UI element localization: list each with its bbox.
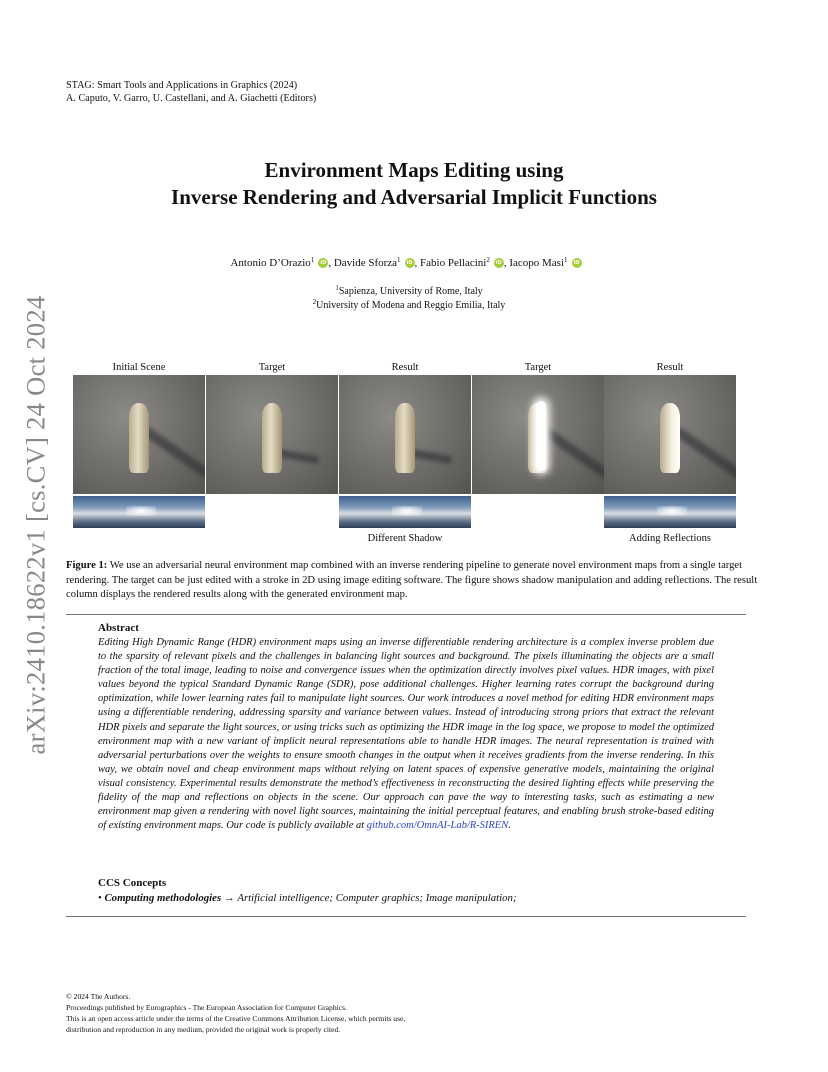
abstract-text: Editing High Dynamic Range (HDR) environment maps using an inverse differentiable rendering architecture is a complex inverse problem due to the sparsity of relevant pixels and the challenges in balancing light sources and background. The pixels illuminating the objects are a small fraction of the total image, leading to noise and convergence issues when the optimization directly involves pixel values. HDR images, with pixel values beyond the typical Standard Dynamic Range (SDR), pose additional challenges. Higher learning rates corrupt the background during optimization, while lower learning rates fail to manipulate light sources. Our work introduces a novel method for editing HDR environment maps using a differentiable rendering, addressing sparsity and variance between values. Instead of introducing strong priors that extract the relevant HDR pixels and separate the light sources, or using tricks such as optimizing the HDR image in the log space, we propose to model the optimized environment map with a new variant of implicit neural representations able to handle HDR images. The neural representation is trained with adversarial perturbations over the weights to ensure smooth changes in the output when it receives gradients from the inverse rendering. In this way, we obtain novel and cheap environment maps without relying on latent spaces of expensive generative models, maintaining the original visual consistency. Experimental results demonstrate the method’s effectiveness in reconstructing the desired lighting effects while preserving the fidelity of the map and reflections on objects in the scene. Our approach can pave the way to interesting tasks, such as estimating a new environment map given a rendering with novel light sources, maintaining the initial perceptual features, and enabling brush stroke-based editing of existing environment maps. Our code is publicly available at — [98, 637, 714, 832]
copyright-footer — [66, 991, 406, 1035]
title-line-1: Environment Maps Editing using — [264, 158, 564, 182]
render-target-shadow — [206, 375, 338, 494]
orcid-icon[interactable]: iD — [318, 258, 328, 268]
venue-header — [66, 79, 316, 105]
abstract-body: Editing High Dynamic Range (HDR) environment maps using an inverse differentiable rendering architecture is a complex inverse problem due to the sparsity of relevant pixels and the challenges in balancing light sources and background. The pixels illuminating the objects are a small fraction of the total image, leading to noise and convergence issues when the optimization directly involves pixel values. HDR images, with pixel values beyond the typical Standard Dynamic Range (SDR), pose additional challenges. Higher learning rates corrupt the background during optimization, while lower learning rates fail to manipulate light sources. Our work introduces a novel method for editing HDR environment maps using a differentiable rendering, addressing sparsity and variance between values. Instead of introducing strong priors that extract the relevant HDR pixels and separate the light sources, or using tricks such as optimizing the HDR image in the log space, we propose to model the optimized environment map with a new variant of implicit neural representations able to handle HDR images. The neural representation is trained with adversarial perturbations over the weights to ensure smooth changes in the output when it receives gradients from the inverse rendering. In this way, we obtain novel and cheap environment maps without relying on latent spaces of expensive generative models, maintaining the original visual consistency. Experimental results demonstrate the method’s effectiveness in reconstructing the desired lighting effects while preserving the fidelity of the map and reflections on objects in the scene. Our approach can pave the way to interesting tasks, such as estimating a new environment map given a rendering with novel light sources, maintaining the initial perceptual features, and enabling brush stroke-based editing of existing environment maps. Our code is publicly available at github.com/OmnAI-Lab/R-SIREN. — [98, 637, 714, 832]
affiliation-2: $^2$University of Modena and Reggio Emilia, Italy — [312, 298, 506, 311]
envmap-result-reflection — [604, 496, 736, 528]
footer-line-1: © 2024 The Authors. — [66, 992, 131, 1001]
envmap-initial — [73, 496, 205, 528]
code-link[interactable]: github.com/OmnAI-Lab/R-SIREN — [366, 820, 509, 832]
author-2: Davide Sforza$^1$ iD , — [333, 256, 421, 269]
column-label-target: Target — [524, 362, 552, 373]
abstract-heading: Abstract — [98, 622, 139, 634]
caption-text: We use an adversarial neural environment map combined with an inverse rendering pipeline to generate novel environment maps from a single target rendering. The target can be just edited with a stroke in 2D using image editing software. The figure shows shadow manipulation and adding reflections. The result column displays the rendered results along with the generated environment map. — [66, 560, 758, 601]
author-4: Iacopo Masi$^1$ iD — [509, 257, 581, 269]
group-label-different-shadow: Different Shadow — [367, 533, 443, 544]
paper-title — [0, 157, 828, 211]
figure-caption — [66, 559, 760, 603]
group-label-adding-reflections: Adding Reflections — [629, 533, 711, 544]
ccs-heading: CCS Concepts — [98, 877, 167, 889]
venue-line-2: A. Caputo, V. Garro, U. Castellani, and A. Giachetti (Editors) — [66, 93, 317, 104]
caption-label: Figure 1: — [66, 560, 108, 571]
column-label-result: Result — [391, 362, 419, 373]
column-label-initial-scene: Initial Scene — [112, 362, 166, 373]
ccs-concepts: • Computing methodologies → Artificial intelligence; Computer graphics; Image manipulation; — [98, 892, 517, 904]
column-label-result: Result — [656, 362, 684, 373]
orcid-icon[interactable]: iD — [405, 258, 415, 268]
column-label-target: Target — [258, 362, 286, 373]
divider-top — [66, 614, 746, 615]
affiliations — [0, 285, 818, 313]
orcid-icon[interactable]: iD — [572, 258, 582, 268]
divider-bottom — [66, 916, 746, 917]
ccs-terms: Artificial intelligence; Computer graphics; Image manipulation; — [237, 892, 517, 904]
affiliation-1: $^1$Sapienza, University of Rome, Italy — [335, 284, 483, 297]
venue-line-1: STAG: Smart Tools and Applications in Graphics (2024) — [66, 80, 298, 91]
arxiv-id: arXiv:2410.18622v1 [cs.CV] 24 Oct 2024 — [20, 295, 51, 755]
render-target-reflection — [472, 375, 604, 494]
envmap-result-shadow — [339, 496, 471, 528]
author-3: Fabio Pellacini$^2$ iD , — [420, 256, 510, 269]
render-result-reflection — [604, 375, 736, 494]
orcid-icon[interactable]: iD — [494, 258, 504, 268]
ccs-category: Computing methodologies — [104, 892, 222, 904]
footer-line-2: Proceedings published by Eurographics - The European Association for Computer Graphics. — [66, 1003, 347, 1012]
author-list — [0, 257, 812, 269]
footer-line-3: This is an open access article under the terms of the Creative Commons Attribution License, which permits use, distribution and reproduction in any medium, provided the original work is properly cited. — [66, 1014, 406, 1034]
render-initial-scene — [73, 375, 205, 494]
author-1: Antonio D’Orazio$^1$ iD , — [230, 256, 334, 269]
title-line-2: Inverse Rendering and Adversarial Implicit Functions — [171, 185, 657, 209]
render-result-shadow — [339, 375, 471, 494]
